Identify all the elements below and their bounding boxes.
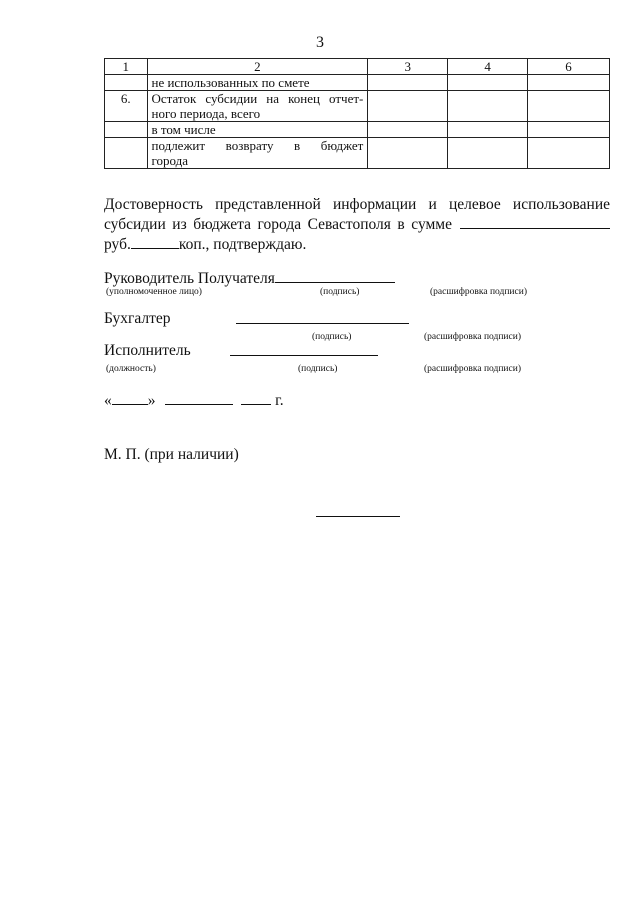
- head-label: [104, 268, 395, 288]
- date-month-field[interactable]: [165, 390, 233, 405]
- accountant-sub-decode: (расшифровка подписи): [424, 332, 521, 342]
- row-cell: [528, 122, 610, 138]
- row-number: [105, 75, 148, 91]
- amount-field[interactable]: [460, 214, 610, 229]
- bottom-separator: [316, 516, 400, 517]
- row-text: [147, 138, 368, 169]
- accountant-sub-sign: (подпись): [312, 332, 352, 342]
- date-year-field[interactable]: [241, 390, 271, 405]
- confirmation-line-2: [104, 214, 610, 234]
- row-number: [105, 122, 148, 138]
- confirmation-line-2-text: субсидии из бюджета города Севастополя в сумме: [104, 216, 452, 233]
- row-cell: [448, 91, 528, 122]
- row-cell: [368, 75, 448, 91]
- date-open-quote: «: [104, 392, 112, 409]
- accountant-label: Бухгалтер: [104, 310, 171, 327]
- executor-label: Исполнитель: [104, 342, 191, 359]
- row-cell: [528, 91, 610, 122]
- head-sub-person: (уполномоченное лицо): [106, 287, 202, 297]
- date-line: [104, 390, 284, 410]
- row-text-line: подлежит возврату в бюджет: [151, 138, 364, 153]
- row-text-line: города: [151, 153, 189, 168]
- row-text-line: Остаток субсидии на конец отчет-: [151, 91, 364, 106]
- row-number: 6.: [105, 91, 148, 122]
- column-header-2: 2: [147, 59, 368, 75]
- stamp-label: М. П. (при наличии): [104, 446, 239, 463]
- executor-signature-field[interactable]: [230, 355, 378, 356]
- date-close-quote: »: [147, 392, 156, 409]
- row-cell: [368, 138, 448, 169]
- confirmation-line-1: Достоверность представленной информации и целевое использование: [104, 196, 610, 213]
- row-cell: [448, 75, 528, 91]
- head-label-text: Руководитель Получателя: [104, 270, 275, 287]
- column-header-1: 1: [105, 59, 148, 75]
- executor-sub-sign: (подпись): [298, 364, 338, 374]
- row-text: в том числе: [147, 122, 368, 138]
- head-signature-field[interactable]: [275, 268, 395, 283]
- row-cell: [368, 91, 448, 122]
- date-day-field[interactable]: [112, 390, 148, 405]
- table-header-row: [105, 59, 610, 75]
- executor-sub-position: (должность): [106, 364, 156, 374]
- row-number: [105, 138, 148, 169]
- head-sub-decode: (расшифровка подписи): [430, 287, 527, 297]
- row-text: [147, 91, 368, 122]
- accountant-signature-field[interactable]: [236, 323, 409, 324]
- row-cell: [368, 122, 448, 138]
- executor-sub-decode: (расшифровка подписи): [424, 364, 521, 374]
- confirmation-paragraph: [104, 195, 610, 254]
- kopeck-field[interactable]: [131, 234, 179, 249]
- page-number: 3: [316, 34, 324, 51]
- report-table: [104, 58, 610, 169]
- row-text: не использованных по смете: [147, 75, 368, 91]
- kop-label: коп., подтверждаю.: [178, 236, 307, 253]
- table-row: [105, 122, 610, 138]
- column-header-6: 6: [528, 59, 610, 75]
- row-text-line: ного периода, всего: [151, 106, 261, 121]
- head-sub-sign: (подпись): [320, 287, 360, 297]
- row-cell: [448, 138, 528, 169]
- column-header-3: 3: [368, 59, 448, 75]
- rub-label: руб.: [104, 236, 131, 253]
- confirmation-line-3: [104, 234, 610, 254]
- row-cell: [528, 138, 610, 169]
- table-row: [105, 91, 610, 122]
- row-cell: [528, 75, 610, 91]
- table-row: [105, 138, 610, 169]
- table-row: [105, 75, 610, 91]
- row-cell: [448, 122, 528, 138]
- date-year-suffix: г.: [275, 392, 284, 409]
- column-header-4: 4: [448, 59, 528, 75]
